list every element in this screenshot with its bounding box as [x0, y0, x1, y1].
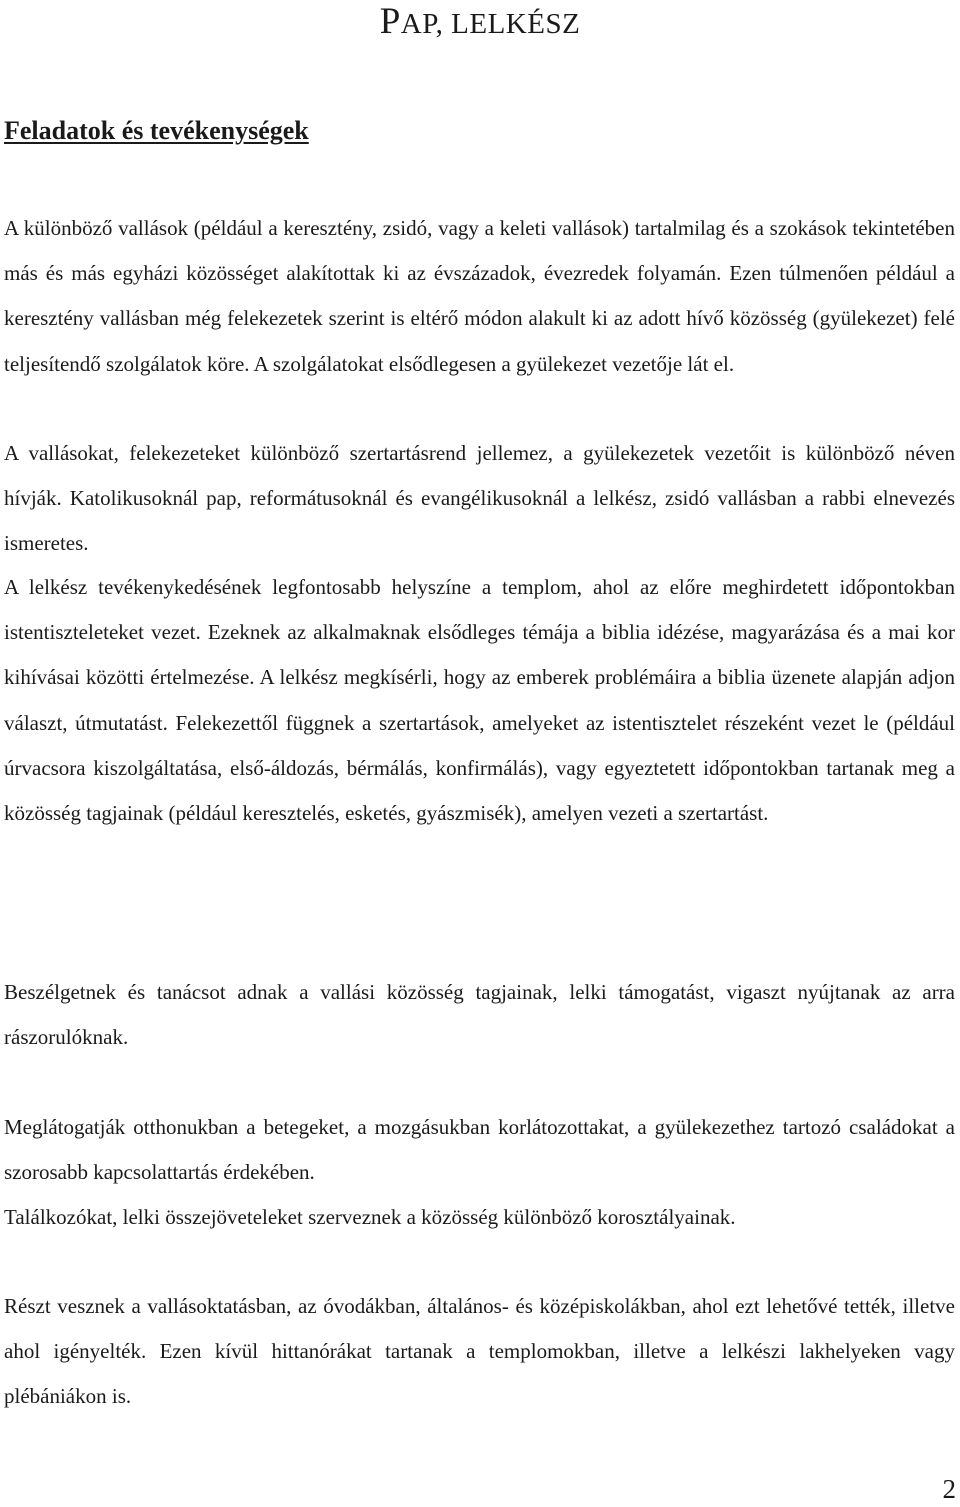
paragraph-intro: A különböző vallások (például a keresztény, zsidó, vagy a keleti vallások) tartalmilag és a szokások tekintetében más és más egyházi közösséget alakítottak ki az évszázadok, évezredek folyamán. Ezen túlmenően például a keresztény vallásban még felekezetek szerint is eltérő módon alakult ki az adott hívő közösség (gyülekezet) felé teljesítendő szolgálatok köre. A szolgálatokat elsődlegesen a gyülekezet vezetője lát el.	[4, 216, 955, 376]
paragraph-counseling: Beszélgetnek és tanácsot adnak a vallási közösség tagjainak, lelki támogatást, vigaszt nyújtanak az arra rászorulóknak.	[4, 980, 955, 1050]
section-heading: Feladatok és tevékenységek	[4, 116, 309, 145]
paragraph-gatherings: Találkozókat, lelki összejöveteleket szerveznek a közösség különböző korosztályainak.	[4, 1205, 736, 1229]
paragraph-church-service: A lelkész tevékenykedésének legfontosabb helyszíne a templom, ahol az előre meghirdetett időpontokban istentiszteleteket vezet. Ezeknek az alkalmaknak elsődleges témája a biblia idézése, magyarázása és a mai kor kihívásai közötti értelmezése. A lelkész megkísérli, hogy az emberek problémáira a biblia üzenete alapján adjon választ, útmutatást. Felekezettől függnek a szertartások, amelyeket az istentisztelet részeként vezet le (például úrvacsora kiszolgáltatása, első-áldozás, bérmálás, konfirmálás), vagy egyeztetett időpontokban tartanak meg a közösség tagjainak (például keresztelés, esketés, gyászmisék), amelyen vezeti a szertartást.	[4, 575, 955, 826]
page-title	[0, 2, 960, 44]
paragraph-visits: Meglátogatják otthonukban a betegeket, a mozgásukban korlátozottakat, a gyülekezethez tartozó családokat a szorosabb kapcsolattartás érdekében.	[4, 1115, 955, 1185]
page-title-rest: AP, LELKÉSZ	[400, 8, 581, 40]
paragraph-denominations: A vallásokat, felekezeteket különböző szertartásrend jellemez, a gyülekezetek vezetőit is különböző néven hívják. Katolikusoknál pap, reformátusoknál és evangélikusoknál a lelkész, zsidó vallásban a rabbi elnevezés ismeretes.	[4, 441, 955, 556]
page-number: 2	[942, 1474, 956, 1504]
page-title-initial: P	[379, 1, 401, 42]
paragraph-education: Részt vesznek a vallásoktatásban, az óvodákban, általános- és középiskolákban, ahol ezt lehetővé tették, illetve ahol igényelték. Ezen kívül hittanórákat tartanak a templomokban, illetve a lelkészi lakhelyeken vagy plébániákon is.	[4, 1294, 955, 1409]
